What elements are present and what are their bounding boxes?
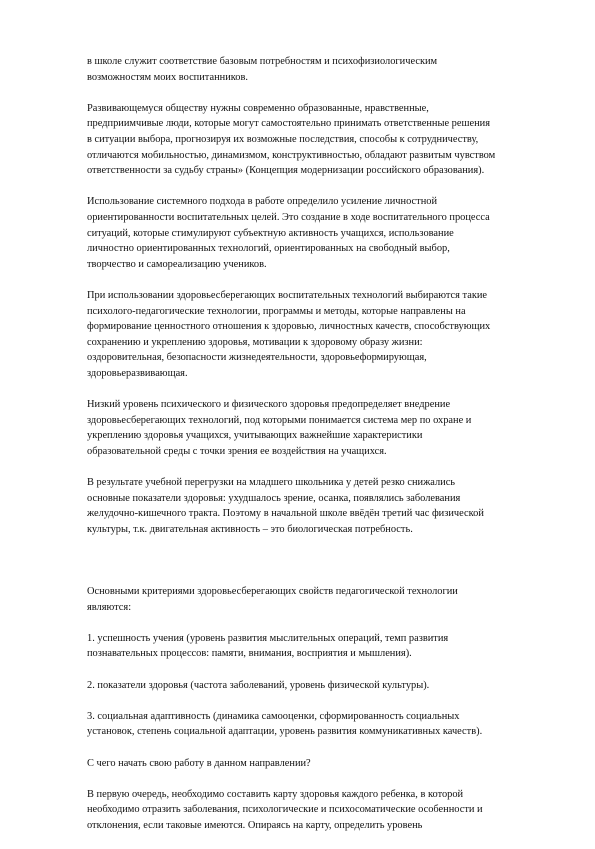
paragraph-health-map: [87, 787, 552, 834]
list-item-health-indicators: [87, 678, 552, 694]
text-line: оздоровительная, безопасности жизнедеятельности, здоровьеформирующая,: [87, 352, 427, 364]
document-text: [87, 54, 552, 849]
text-line: являются:: [87, 601, 132, 613]
text-line: укреплению здоровья учащихся, учитывающих важнейшие характеристики: [87, 430, 423, 442]
text-line: здоровьеразвивающая.: [87, 367, 188, 379]
text-line: творчество и самореализацию учеников.: [87, 258, 267, 270]
text-line: Развивающемуся обществу нужны современно образованные, нравственные,: [87, 102, 429, 114]
text-line: ответственности за судьбу страны» (Концепция модернизации российского образования).: [87, 165, 485, 177]
text-line: в школе служит соответствие базовым потребностям и психофизиологическим: [87, 56, 438, 67]
paragraph-overload-results: [87, 475, 552, 537]
text-line: ситуаций, которые стимулируют субъектную активность учащихся, использование: [87, 227, 454, 239]
text-line: При использовании здоровьесберегающих воспитательных технологий выбираются такие: [87, 289, 488, 301]
text-line: Использование системного подхода в работе определило усиление личностной: [87, 196, 438, 208]
text-line: необходимо отразить заболевания, психологические и психосоматические особенности и: [87, 804, 483, 816]
text-line: В результате учебной перегрузки на младшего школьника у детей резко снижались: [87, 477, 456, 489]
text-line: желудочно-кишечного тракта. Поэтому в начальной школе ввёдён третий час физической: [87, 508, 484, 520]
blank-space: [87, 553, 552, 584]
paragraph-criteria-heading: [87, 584, 552, 615]
paragraph-low-health-level: [87, 397, 552, 459]
text-line: ориентированности воспитательных целей. Это создание в ходе воспитательного процесса: [87, 211, 490, 223]
text-line: сохранению и укреплению здоровья, мотивации к здоровому образу жизни:: [87, 336, 423, 348]
list-item-social-adaptivity: [87, 709, 552, 740]
text-line: установок, степень социальной адаптации, уровень развития коммуникативных качеств).: [87, 726, 483, 738]
text-line: 1. успешность учения (уровень развития мыслительных операций, темп развития: [87, 632, 449, 644]
text-line: отличаются мобильностью, динамизмом, конструктивностью, обладают развитым чувством: [87, 149, 496, 161]
text-line: здоровьесберегающих технологий, под которыми понимается система мер по охране и: [87, 414, 472, 426]
text-line: культуры, т.к. двигательная активность – это биологическая потребность.: [87, 523, 413, 535]
text-line: С чего начать свою работу в данном направлении?: [87, 757, 311, 769]
text-line: Основными критериями здоровьесберегающих свойств педагогической технологии: [87, 586, 458, 597]
text-line: предприимчивые люди, которые могут самостоятельно принимать ответственные решения: [87, 118, 490, 130]
text-line: формирование ценностного отношения к здоровью, личностных качеств, способствующих: [87, 321, 491, 333]
paragraph-question: [87, 756, 552, 772]
text-line: образовательной среды с точки зрения ее воздействия на учащихся.: [87, 445, 387, 457]
text-line: 3. социальная адаптивность (динамика самооценки, сформированность социальных: [87, 710, 460, 722]
text-line: личностно ориентированных технологий, ориентированных на свободный выбор,: [87, 243, 450, 255]
text-line: Низкий уровень психического и физического здоровья предопределяет внедрение: [87, 399, 451, 411]
text-line: основные показатели здоровья: ухудшалось зрение, осанка, появлялись заболевания: [87, 492, 461, 504]
text-line: В первую очередь, необходимо составить карту здоровья каждого ребенка, в которой: [87, 788, 464, 800]
text-line: 2. показатели здоровья (частота заболеваний, уровень физической культуры).: [87, 679, 430, 691]
paragraph-health-technologies: [87, 288, 552, 382]
text-line: в ситуации выбора, прогнозируя их возможные последствия, способы к сотрудничеству,: [87, 133, 479, 145]
paragraph-intro-continuation: [87, 54, 552, 85]
paragraph-society-quote: [87, 101, 552, 179]
paragraph-system-approach: [87, 194, 552, 272]
text-line: познавательных процессов: памяти, внимания, восприятия и мышления).: [87, 648, 412, 660]
text-line: возможностям моих воспитанников.: [87, 71, 248, 83]
list-item-learning-success: [87, 631, 552, 662]
text-line: психолого-педагогические технологии, программы и методы, которые направлены на: [87, 305, 466, 317]
text-line: отклонения, если таковые имеются. Опираясь на карту, определить уровень: [87, 819, 423, 831]
